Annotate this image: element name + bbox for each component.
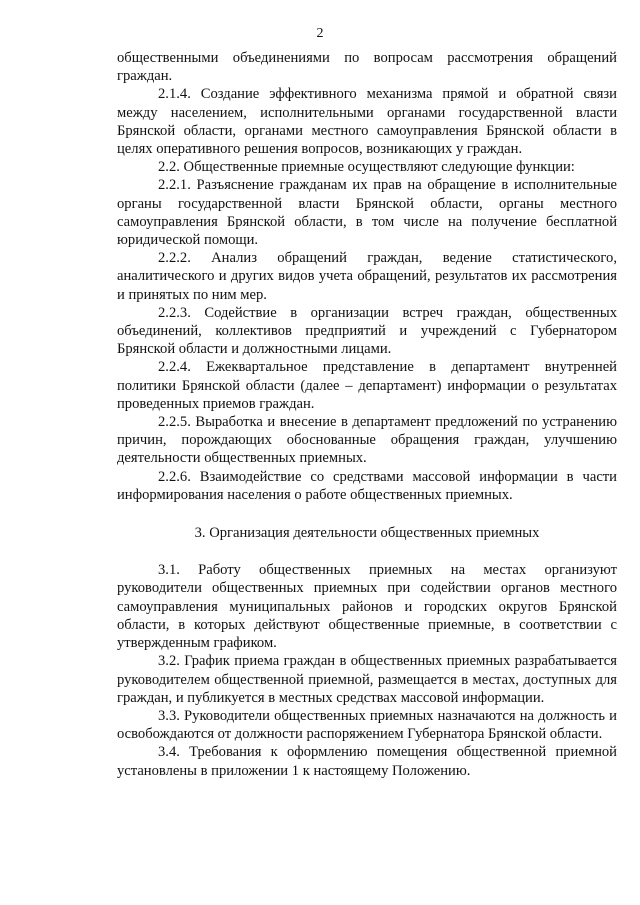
paragraph-continuation: общественными объединениями по вопросам рассмотрения обращений граждан. [117,50,617,85]
paragraph-2-2-1: 2.2.1. Разъяснение гражданам их прав на обращение в исполнительные органы государственной власти Брянской области, органы местного самоуправления Брянской области, в том числе на получение бесплатной юридической помощи. [117,177,617,249]
paragraph-3-1: 3.1. Работу общественных приемных на местах организуют руководители общественных приемных при содействии органов местного самоуправления муниципальных районов и городских округов Брянской области, в которых действуют общественные приемные, в соответствии с утвержденным графиком. [117,562,617,652]
paragraphs-bottom [117,561,617,779]
paragraph-3-2: 3.2. График приема граждан в общественных приемных разрабатывается руководителем общественной приемной, размещается в местах, доступных для граждан, и публикуется в местных средствах массовой информации. [117,653,617,706]
paragraph-2-2-4: 2.2.4. Ежеквартальное представление в департамент внутренней политики Брянской области (далее – департамент) информации о результатах проведенных приемов граждан. [117,359,617,412]
paragraph-3-3: 3.3. Руководители общественных приемных назначаются на должность и освобождаются от должности распоряжением Губернатора Брянской области. [117,707,617,743]
paragraph-2-2-6: 2.2.6. Взаимодействие со средствами массовой информации в части информирования населения о работе общественных приемных. [117,468,617,503]
paragraph-2-2-3: 2.2.3. Содействие в организации встреч граждан, общественных объединений, коллективов предприятий и учреждений с Губернатором Брянской области и должностными лицами. [117,304,617,358]
paragraph-2-2-5: 2.2.5. Выработка и внесение в департамент предложений по устранению причин, порождающих обоснованные обращения граждан, улучшению деятельности общественных приемных. [117,414,617,467]
paragraph-3-4: 3.4. Требования к оформлению помещения общественной приемной установлены в приложении 1 к настоящему Положению. [117,744,617,779]
document-body [117,49,617,780]
paragraph-2-1-4: 2.1.4. Создание эффективного механизма прямой и обратной связи между населением, исполнительными органами государственной власти Брянской области, органами местного самоуправления Брянской области в целях оперативного решения вопросов, возникающих у граждан. [117,86,617,158]
page-number: 2 [316,26,324,41]
paragraphs-top [117,49,617,504]
paragraph-2-2: 2.2. Общественные приемные осуществляют следующие функции: [158,159,575,176]
section-heading: 3. Организация деятельности общественных приемных [194,525,540,542]
paragraph-2-2-2: 2.2.2. Анализ обращений граждан, ведение статистического, аналитического и других видов учета обращений, результатов их рассмотрения и принятых по ним мер. [117,250,617,303]
